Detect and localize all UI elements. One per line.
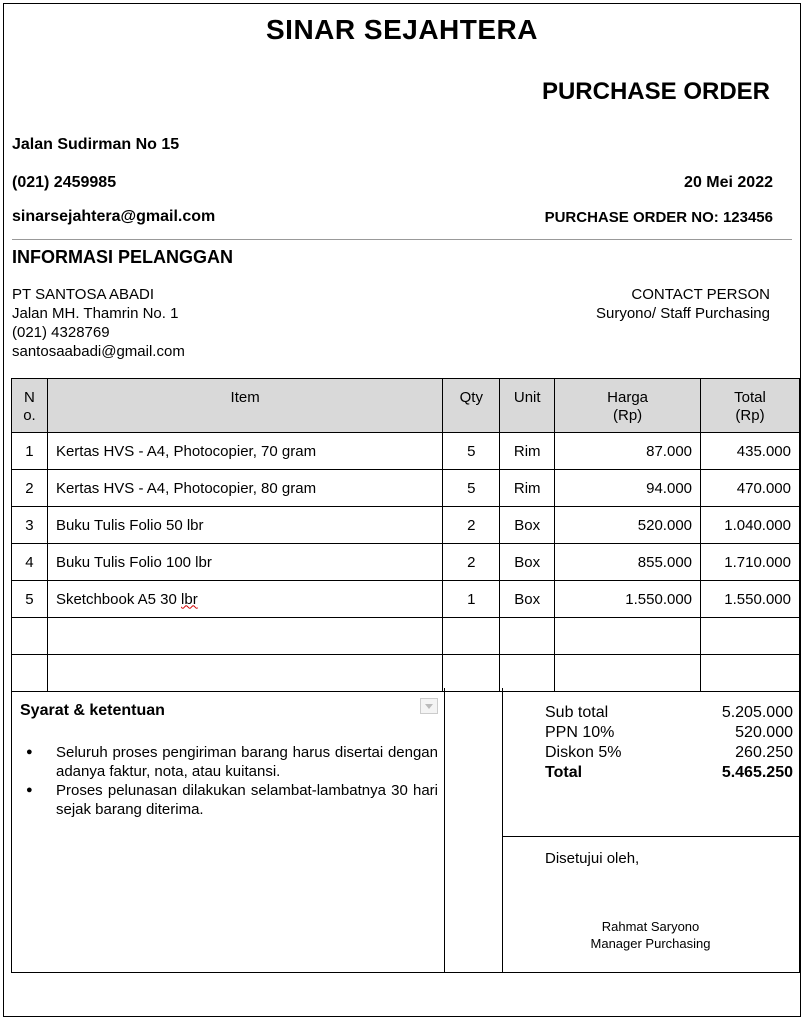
cell-qty: 5 [443,433,500,470]
contact-label: CONTACT PERSON [631,286,770,303]
cell-harga: 520.000 [555,507,701,544]
cell-total: 1.550.000 [701,581,800,618]
customer-phone: (021) 4328769 [12,324,110,341]
empty-row [12,655,800,692]
footer-section [11,688,800,973]
cell-no: 4 [12,544,48,581]
customer-heading: INFORMASI PELANGGAN [12,247,234,267]
cell-item: Sketchbook A5 30 lbr [47,581,442,618]
dropdown-arrow-icon[interactable] [420,698,438,714]
cell-total: 435.000 [701,433,800,470]
items-table [11,378,800,692]
table-row [12,470,800,507]
company-phone: (021) 2459985 [12,174,117,191]
cell-qty: 1 [443,581,500,618]
cell-unit: Box [500,544,555,581]
signer-block [502,918,799,952]
signer-name: Rahmat Saryono [601,919,700,934]
cell-no: 1 [12,433,48,470]
footer-divider [444,688,445,972]
cell-no: 3 [12,507,48,544]
terms-title: Syarat & ketentuan [20,702,165,719]
cell-item: Kertas HVS - A4, Photocopier, 80 gram [47,470,442,507]
cell-unit: Box [500,581,555,618]
totals-block [545,703,793,783]
company-email: sinarsejahtera@gmail.com [12,208,216,225]
spellcheck-underline: lbr [181,590,198,608]
header-total: Total (Rp) [701,379,800,433]
table-row [12,507,800,544]
table-header-row [12,379,800,433]
cell-qty: 2 [443,544,500,581]
signer-title: Manager Purchasing [590,936,711,951]
cell-harga: 855.000 [555,544,701,581]
cell-unit: Rim [500,433,555,470]
header-divider [12,239,792,240]
discount-row: Diskon 5% 260.250 [545,744,793,761]
contact-name: Suryono/ Staff Purchasing [596,305,770,322]
table-row [12,581,800,618]
table-row [12,544,800,581]
terms-list [26,743,438,819]
cell-unit: Rim [500,470,555,507]
header-qty: Qty [443,379,500,433]
po-number: PURCHASE ORDER NO: 123456 [544,209,773,226]
cell-total: 1.710.000 [701,544,800,581]
cell-no: 2 [12,470,48,507]
header-harga: Harga (Rp) [555,379,701,433]
cell-item: Kertas HVS - A4, Photocopier, 70 gram [47,433,442,470]
document-title: PURCHASE ORDER [541,78,770,105]
list-item: ● Seluruh proses pengiriman barang harus disertai dengan adanya faktur, nota, atau kuitansi. [26,743,438,781]
header-no: N o. [12,379,48,433]
header-unit: Unit [500,379,555,433]
customer-name: PT SANTOSA ABADI [12,286,155,303]
cell-harga: 1.550.000 [555,581,701,618]
company-address: Jalan Sudirman No 15 [12,136,180,153]
approval-divider [502,836,799,837]
purchase-order-page [3,3,801,1017]
customer-email: santosaabadi@gmail.com [12,343,185,360]
cell-qty: 5 [443,470,500,507]
cell-harga: 94.000 [555,470,701,507]
grand-total-row: Total 5.465.250 [545,764,793,781]
approval-label: Disetujui oleh, [545,850,640,867]
cell-total: 470.000 [701,470,800,507]
cell-no: 5 [12,581,48,618]
list-item: ● Proses pelunasan dilakukan selambat-lambatnya 30 hari sejak barang diterima. [26,781,438,819]
cell-item: Buku Tulis Folio 50 lbr [47,507,442,544]
cell-total: 1.040.000 [701,507,800,544]
header-item: Item [47,379,442,433]
cell-harga: 87.000 [555,433,701,470]
contact-person [596,285,770,323]
table-row [12,433,800,470]
cell-item: Buku Tulis Folio 100 lbr [47,544,442,581]
customer-address: Jalan MH. Thamrin No. 1 [12,305,179,322]
subtotal-row: Sub total 5.205.000 [545,704,793,721]
cell-qty: 2 [443,507,500,544]
cell-unit: Box [500,507,555,544]
empty-row [12,618,800,655]
company-name: SINAR SEJAHTERA [266,14,538,45]
customer-info [12,285,185,361]
order-date: 20 Mei 2022 [684,174,773,191]
ppn-row: PPN 10% 520.000 [545,724,793,741]
